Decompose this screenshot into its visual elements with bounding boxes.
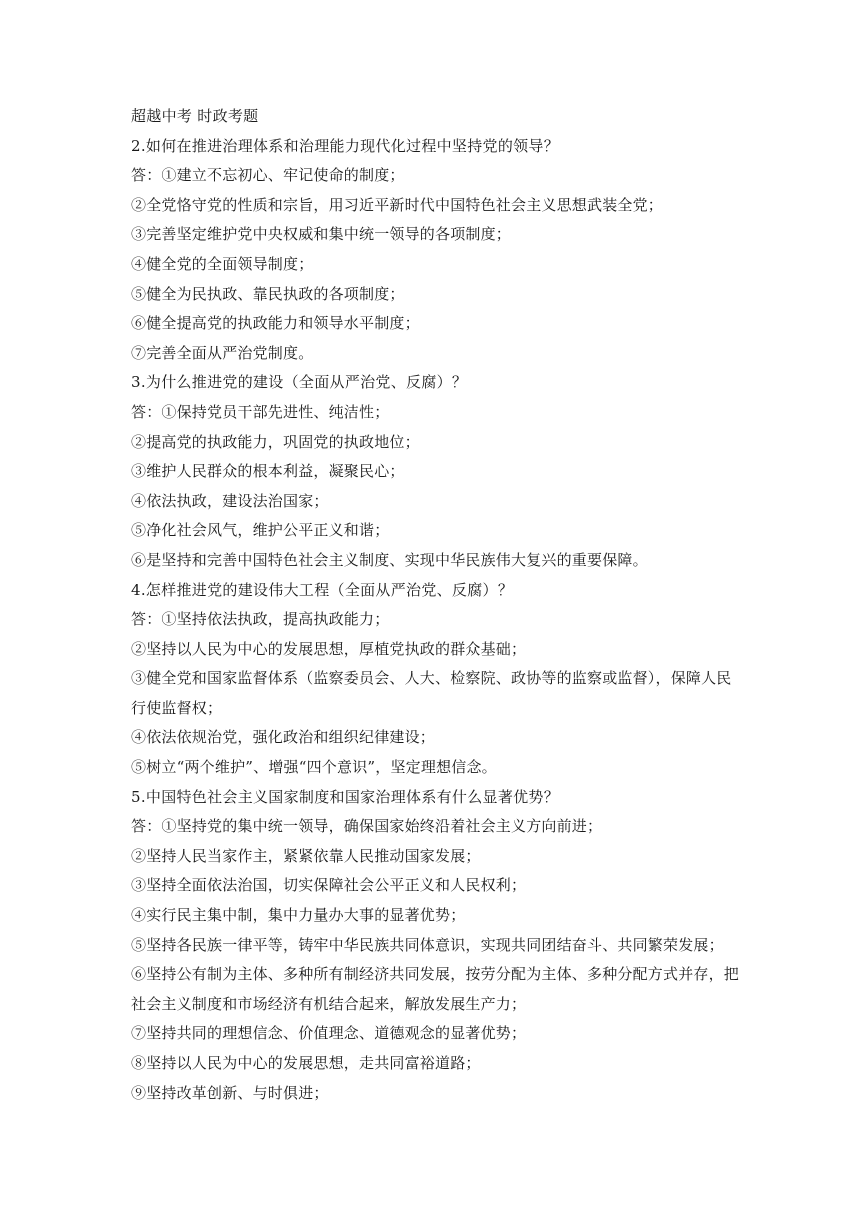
answer-line: ②提高党的执政能力，巩固党的执政地位； xyxy=(131,432,420,451)
answer-line: ⑥健全提高党的执政能力和领导水平制度； xyxy=(131,314,420,333)
question-4: 4.怎样推进党的建设伟大工程（全面从严治党、反腐）？ xyxy=(131,580,514,599)
answer-line: 答：①建立不忘初心、牢记使命的制度； xyxy=(131,166,405,185)
answer-line: ⑧坚持以人民为中心的发展思想，走共同富裕道路； xyxy=(131,1054,481,1072)
answer-line: ②坚持以人民为中心的发展思想，厚植党执政的群众基础； xyxy=(131,639,527,658)
answer-line: ②全党恪守党的性质和宗旨，用习近平新时代中国特色社会主义思想武装全党； xyxy=(131,195,664,214)
answer-line: ④依法执政，建设法治国家； xyxy=(131,491,329,510)
answer-line: ④实行民主集中制，集中力量办大事的显著优势； xyxy=(131,906,466,925)
question-3: 3.为什么推进党的建设（全面从严治党、反腐）？ xyxy=(131,373,468,392)
answer-line: 答：①保持党员干部先进性、纯洁性； xyxy=(131,402,390,421)
answer-line: 社会主义制度和市场经济有机结合起来，解放发展生产力； xyxy=(131,994,527,1013)
answer-line: ④依法依规治党，强化政治和组织纪律建设； xyxy=(131,728,436,747)
answer-line: 行使监督权； xyxy=(131,698,223,717)
answer-line: 答：①坚持依法执政，提高执政能力； xyxy=(131,610,390,629)
answer-line: 答：①坚持党的集中统一领导，确保国家始终沿着社会主义方向前进； xyxy=(131,817,603,836)
document-header: 超越中考 时政考题 xyxy=(131,107,259,125)
question-5: 5.中国特色社会主义国家制度和国家治理体系有什么显著优势？ xyxy=(131,787,560,806)
answer-line: ⑦坚持共同的理想信念、价值理念、道德观念的显著优势； xyxy=(131,1024,527,1043)
document-body xyxy=(131,102,740,1108)
answer-line: ⑤健全为民执政、靠民执政的各项制度； xyxy=(131,284,405,303)
answer-line: ③坚持全面依法治国，切实保障社会公平正义和人民权利； xyxy=(131,876,527,895)
answer-line: ⑤坚持各民族一律平等，铸牢中华民族共同体意识，实现共同团结奋斗、共同繁荣发展； xyxy=(131,935,724,954)
answer-line: ②坚持人民当家作主，紧紧依靠人民推动国家发展； xyxy=(131,846,481,865)
answer-line: ⑥是坚持和完善中国特色社会主义制度、实现中华民族伟大复兴的重要保障。 xyxy=(131,550,648,569)
question-2: 2.如何在推进治理体系和治理能力现代化过程中坚持党的领导？ xyxy=(131,136,560,155)
answer-line: ⑨坚持改革创新、与时俱进； xyxy=(131,1083,329,1102)
answer-line: ⑦完善全面从严治党制度。 xyxy=(131,343,314,362)
answer-line: ③维护人民群众的根本利益，凝聚民心； xyxy=(131,462,405,481)
answer-line: ③完善坚定维护党中央权威和集中统一领导的各项制度； xyxy=(131,225,512,244)
answer-line: ④健全党的全面领导制度； xyxy=(131,254,314,273)
answer-line: ③健全党和国家监督体系（监察委员会、人大、检察院、政协等的监察或监督），保障人民 xyxy=(131,669,732,688)
answer-line: ⑤树立“两个维护”、增强“四个意识”，坚定理想信念。 xyxy=(131,758,497,777)
answer-line: ⑤净化社会风气，维护公平正义和谐； xyxy=(131,521,390,540)
answer-line: ⑥坚持公有制为主体、多种所有制经济共同发展，按劳分配为主体、多种分配方式并存，把 xyxy=(131,965,740,984)
